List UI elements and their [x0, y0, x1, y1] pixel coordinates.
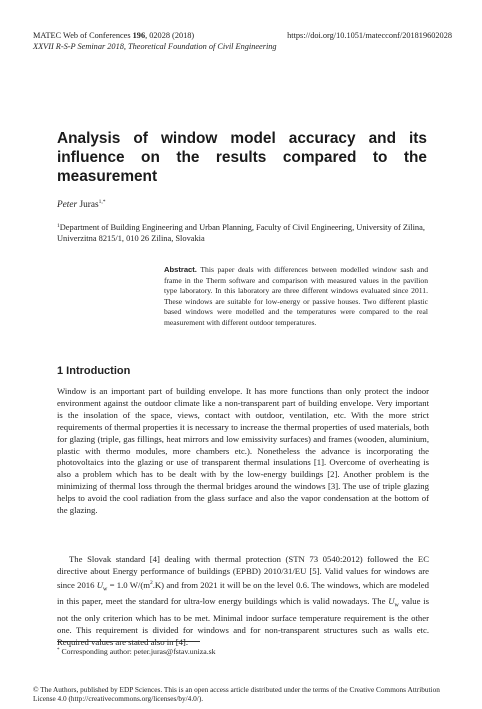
author-line: Peter Juras$^{1,*}$: [57, 199, 106, 210]
affiliation: $^1$Department of Building Engineering and Urban Planning, Faculty of Civil Engineering, University of Zilina, Univerzitna 8215/1, 010 26 Zilina, Slovakia: [57, 223, 425, 243]
intro-paragraph-2: The Slovak standard [4] dealing with thermal protection (STN 73 0540:2012) followed the EC directive about Energy performance of buildings (EPBD) 2010/31/EU [5]. Valid values for windows are since 2016 $U_w = 1.0$ $W/(m^2.K)$ and from 2021 it will be on the level 0.6. The windows, which are modeled in this paper, meet the standard for ultra-low energy buildings which is valid nowadays. The $U_w$ value is not the only criterion which has to be met. Minimal indoor surface temperature requirement is the other one. This requirement is divided for windows and for non-transparent structures such as walls etc. Required values are stated also in [4].: [57, 554, 430, 647]
footnote-divider: [57, 641, 200, 642]
intro-paragraph-1: Window is an important part of building envelope. It has more functions than only protect the indoor environment against the outdoor climate like a non-transparent part of building envelope. Very important is the insolation of the space, views, contact with outdoor, ventilation, etc. With the more strict requirements of thermal properties it is necessary to increase the thermal properties of used materials, both for glazing (triple, gas fillings, heat mirrors and low emissivity surfaces) and frames (wooden, aluminium, plastic with thermo modules, more chambers etc.). Nonetheless the advance is incorporating the photovoltaics into the glazing or use of transparent thermal insulations [1]. Overcome of overheating is also a problem which has to be dealt with by the low-energy buildings [2]. Another problem is the minimizing of thermal loss through the thermal bridges around the windows [3]. The use of triple glazing helps to avoid the cool radiation from the glass surface and also the vapor condensation at the bottom of the glazing.: [57, 386, 429, 516]
doi-link[interactable]: https://doi.org/10.1051/matecconf/201819602028: [287, 31, 452, 40]
seminar-name: XXVII R-S-P Seminar 2018, Theoretical Foundation of Civil Engineering: [33, 42, 277, 51]
abstract: Abstract. This paper deals with differences between modelled window sash and frame in the Therm software and comparison with measured values in the pavilion type laboratory. In this laboratory are three different windows evaluated since 2011. These windows are suitable for low-energy or passive houses. Two different plastic based windows were modelled and the temperatures were compared to the real measurement with different outdoor temperatures.: [164, 265, 428, 327]
journal-citation: MATEC Web of Conferences 196, 02028 (2018): [33, 31, 195, 40]
abstract-label: Abstract.: [164, 265, 197, 274]
paper-title: Analysis of window model accuracy and its influence on the results compared to the measurement: [57, 130, 427, 185]
journal-volume: 196: [132, 31, 146, 40]
section-heading: 1 Introduction: [57, 365, 131, 377]
license-notice: © The Authors, published by EDP Sciences. This is an open access article distributed under the terms of the Creative Commons Attribution License 4.0 (http://creativecommons.org/licenses/by/4.0/).: [33, 685, 440, 703]
footnote: * Corresponding author: peter.juras@fstav.uniza.sk: [57, 647, 216, 656]
